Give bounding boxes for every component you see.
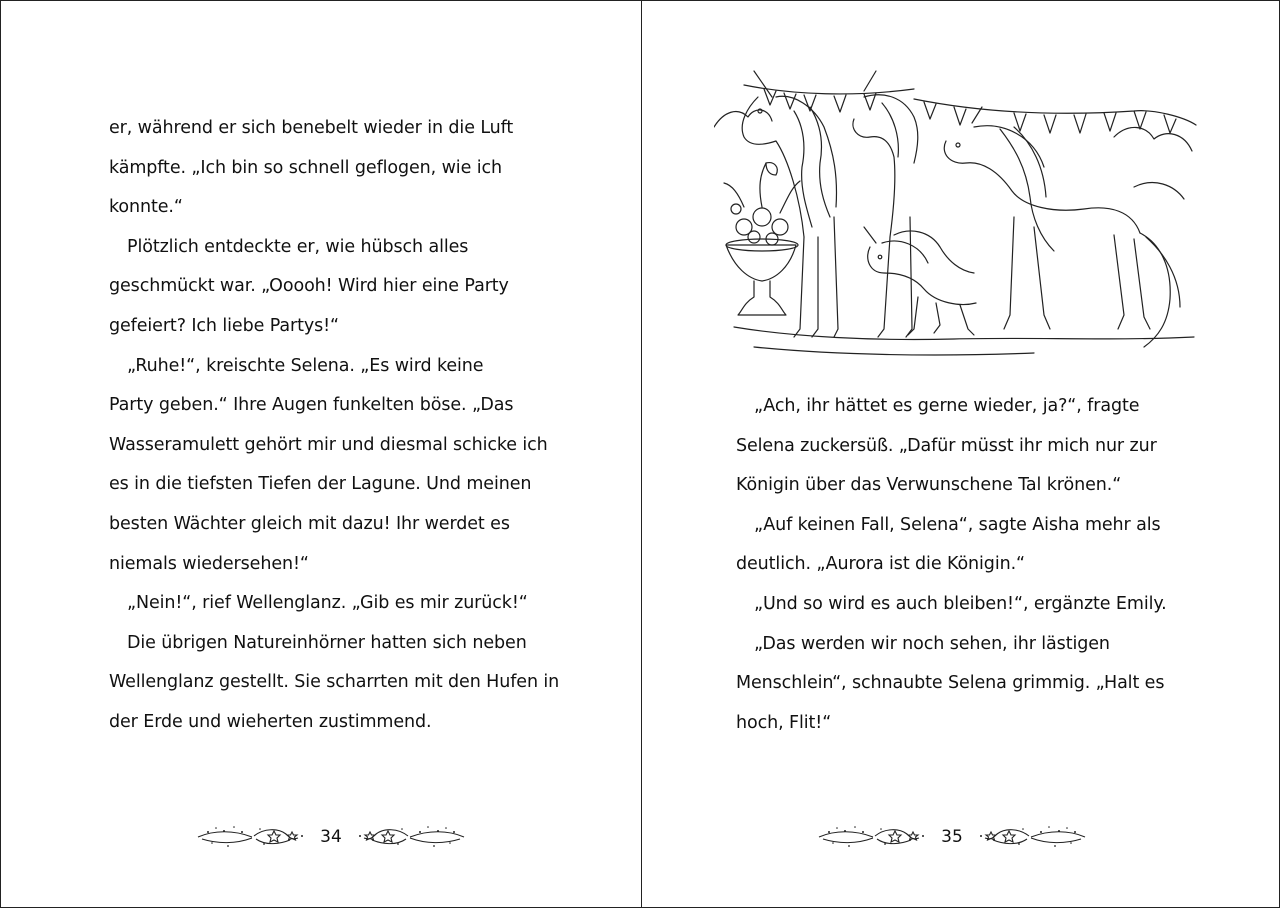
ornament-right-icon [356, 822, 468, 852]
text-line: hoch, Flit!“ [736, 712, 832, 733]
unicorns-illustration [714, 67, 1200, 371]
text-line: „Ach, ihr hättet es gerne wieder, ja?“, fragte [754, 396, 1140, 416]
right-page-footer [812, 819, 1092, 855]
left-text-block [109, 109, 560, 743]
page-number: 34 [320, 827, 342, 847]
text-line: Party geben.“ Ihre Augen funkelten böse. „Das [109, 395, 514, 416]
text-line: deutlich. „Aurora ist die Königin.“ [736, 554, 1026, 575]
left-page-footer [191, 819, 471, 855]
text-line: „Und so wird es auch bleiben!“, ergänzte Emily. [754, 593, 1167, 614]
text-line: Plötzlich entdeckte er, wie hübsch alles [127, 236, 469, 257]
text-line: Wasseramulett gehört mir und diesmal schicke ich [109, 434, 548, 455]
page-number: 35 [941, 827, 963, 847]
ornament-left-icon [194, 822, 306, 852]
text-line: „Das werden wir noch sehen, ihr lästigen [754, 633, 1110, 654]
text-line: „Auf keinen Fall, Selena“, sagte Aisha mehr als [754, 514, 1161, 535]
text-line: niemals wiedersehen!“ [109, 553, 309, 574]
ornament-left-icon [815, 822, 927, 852]
text-line: „Ruhe!“, kreischte Selena. „Es wird keine [127, 355, 484, 376]
text-line: „Nein!“, rief Wellenglanz. „Gib es mir zurück!“ [127, 593, 528, 614]
text-line: kämpfte. „Ich bin so schnell geflogen, wie ich [109, 157, 502, 178]
text-line: Menschlein“, schnaubte Selena grimmig. „Halt es [736, 673, 1165, 694]
text-line: Königin über das Verwunschene Tal krönen.“ [736, 475, 1122, 496]
text-line: Wellenglanz gestellt. Sie scharrten mit den Hufen in [109, 672, 560, 693]
text-line: Die übrigen Natureinhörner hatten sich neben [127, 632, 527, 653]
text-line: besten Wächter gleich mit dazu! Ihr werdet es [109, 513, 510, 534]
right-text-block [736, 387, 1176, 743]
right-page [642, 1, 1279, 907]
left-page [1, 1, 641, 907]
ornament-right-icon [977, 822, 1089, 852]
text-line: geschmückt war. „Ooooh! Wird hier eine Party [109, 276, 509, 297]
text-line: es in die tiefsten Tiefen der Lagune. Und meinen [109, 474, 532, 495]
text-line: gefeiert? Ich liebe Partys!“ [109, 315, 340, 336]
text-line: Selena zuckersüß. „Dafür müsst ihr mich nur zur [736, 435, 1157, 456]
text-line: der Erde und wieherten zustimmend. [109, 711, 432, 732]
text-line: er, während er sich benebelt wieder in die Luft [109, 118, 514, 138]
text-line: konnte.“ [109, 197, 183, 218]
